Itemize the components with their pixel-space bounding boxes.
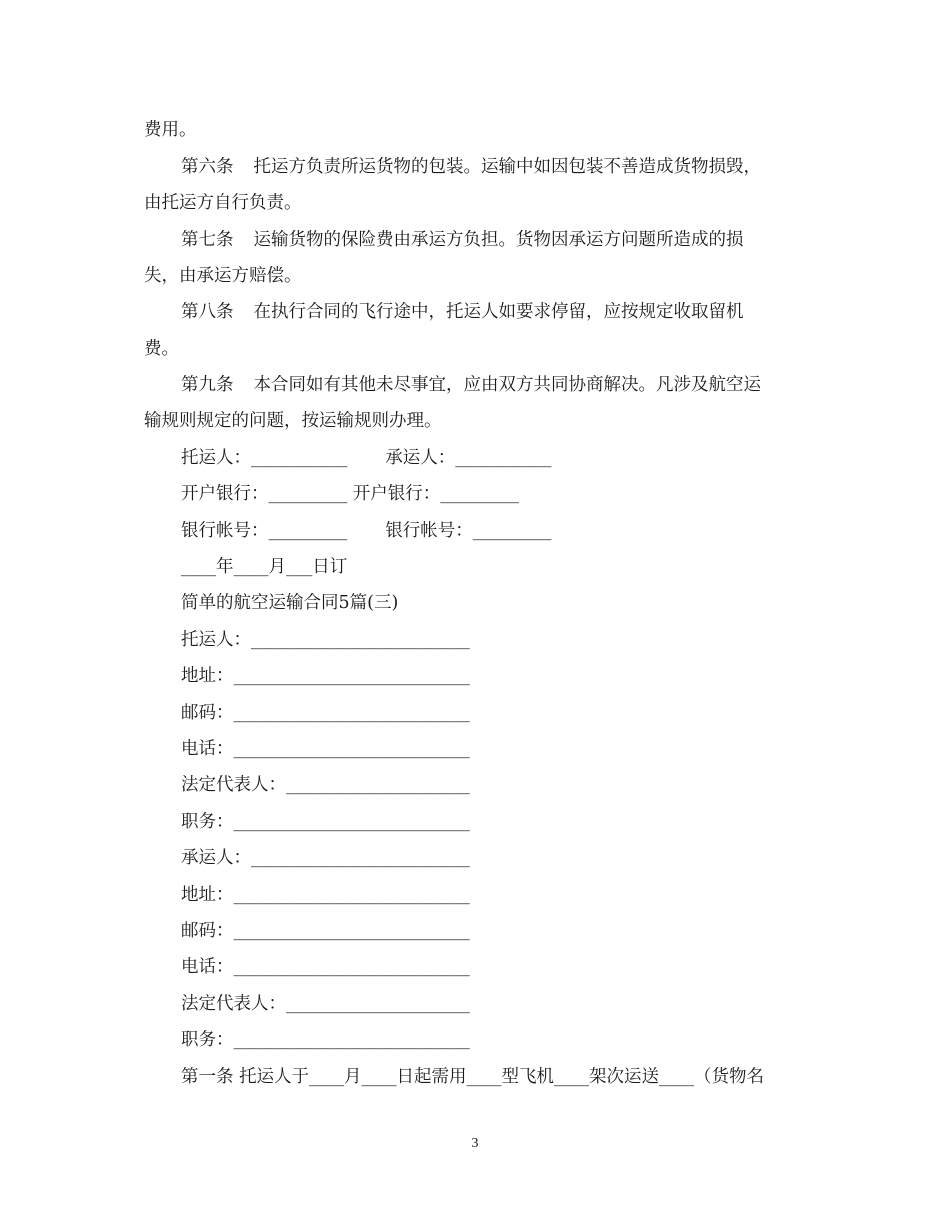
article-7: 第七条 运输货物的保险费由承运方负担。货物因承运方问题所造成的损	[181, 230, 744, 250]
field-address: 地址：___________________________	[181, 666, 470, 686]
article-1: 第一条 托运人于____月____日起需用____型飞机____架次运送____（货物名	[181, 1067, 765, 1087]
section-heading: 简单的航空运输合同5篇(三)	[181, 593, 399, 613]
signature-date: ____年____月___日订	[181, 557, 348, 577]
field-address: 地址：___________________________	[181, 885, 470, 905]
signature-account: 银行帐号：_________ 银行帐号：_________	[181, 521, 552, 541]
text-line: 输规则规定的问题，按运输规则办理。	[144, 411, 442, 431]
field-postcode: 邮码：___________________________	[181, 703, 470, 723]
field-position: 职务：___________________________	[181, 812, 470, 832]
field-phone: 电话：___________________________	[181, 739, 470, 759]
field-postcode: 邮码：___________________________	[181, 921, 470, 941]
page-number: 3	[471, 1136, 479, 1151]
article-8: 第八条 在执行合同的飞行途中，托运人如要求停留，应按规定收取留机	[181, 302, 744, 322]
signature-shipper-carrier: 托运人：___________ 承运人：___________	[181, 448, 552, 468]
signature-bank: 开户银行：_________ 开户银行：_________	[181, 484, 520, 504]
article-6: 第六条 托运方负责所运货物的包装。运输中如因包装不善造成货物损毁，	[181, 157, 761, 177]
text-line: 失，由承运方赔偿。	[144, 266, 302, 286]
field-position: 职务：___________________________	[181, 1030, 470, 1050]
field-carrier: 承运人：_________________________	[181, 848, 470, 868]
field-shipper: 托运人：_________________________	[181, 630, 470, 650]
text-line: 费用。	[144, 120, 197, 140]
field-legal-rep: 法定代表人：_____________________	[181, 994, 470, 1014]
article-9: 第九条 本合同如有其他未尽事宜，应由双方共同协商解决。凡涉及航空运	[181, 375, 761, 395]
field-phone: 电话：___________________________	[181, 957, 470, 977]
text-line: 由托运方自行负责。	[144, 193, 302, 213]
text-line: 费。	[144, 339, 179, 359]
field-legal-rep: 法定代表人：_____________________	[181, 775, 470, 795]
